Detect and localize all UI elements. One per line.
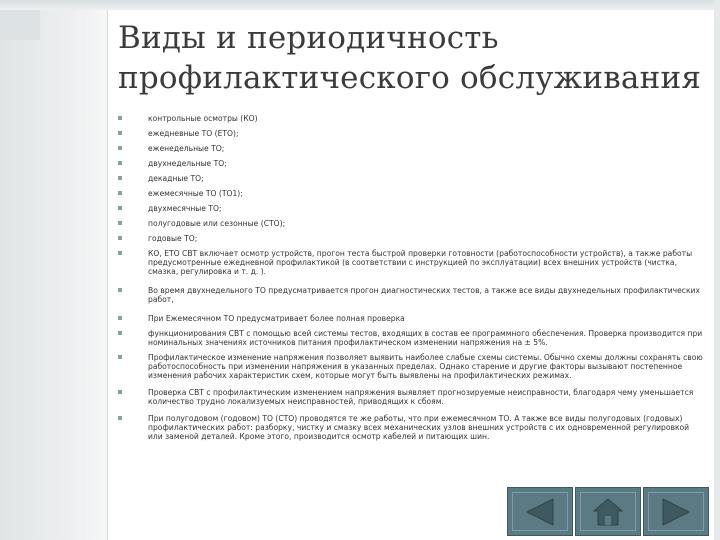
left-decor-panel — [0, 0, 108, 540]
next-slide-button[interactable] — [643, 487, 709, 536]
list-item: еженедельные ТО; — [118, 144, 703, 159]
list-item: двухнедельные ТО; — [118, 159, 703, 174]
home-icon — [591, 497, 625, 527]
list-item: полугодовые или сезонные (СТО); — [118, 219, 703, 234]
prev-icon — [523, 497, 557, 527]
list-item: ежедневные ТО (ЕТО); — [118, 129, 703, 144]
square-bullet-icon — [118, 221, 122, 225]
square-bullet-icon — [118, 251, 122, 255]
square-bullet-icon — [118, 390, 122, 394]
list-item: двухмесячные ТО; — [118, 204, 703, 219]
list-item: Профилактическое изменение напряжения позволяет выявить наиболее слабые схемы системы. Обычно схемы должны сохранять свою работоспособность при изменении напряжения в указанных пределах. Однако старение и другие факторы вызывают постепенное изменения рабочих характеристик схем, которые могут быть выявлены на профилактических режимах. — [118, 353, 703, 380]
square-bullet-icon — [118, 331, 122, 335]
title-line-1: Виды и периодичность — [118, 20, 499, 56]
list-item: контрольные осмотры (КО) — [118, 114, 703, 129]
next-icon — [659, 497, 693, 527]
list-item: функционирования СВТ с помощью всей системы тестов, входящих в состав ее программного обеспечения. Проверка производится при номинальных значениях источников питания профилактическом изменении напряжения на ± 5%. — [118, 329, 703, 347]
square-bullet-icon — [118, 206, 122, 210]
square-bullet-icon — [118, 316, 122, 320]
list-item: Во время двухнедельного ТО предусматривается прогон диагностических тестов, а также все виды двухнедельных профилактических работ, — [118, 286, 703, 304]
square-bullet-icon — [118, 288, 122, 292]
square-bullet-icon — [118, 236, 122, 240]
right-border — [714, 0, 720, 540]
title-line-2: профилактического обслуживания — [118, 60, 702, 96]
list-item: годовые ТО; — [118, 234, 703, 249]
list-item: КО, ЕТО СВТ включает осмотр устройств, прогон теста быстрой проверки готовности (работоспособности устройств), а также работы предусмотренные ежедневной профилактикой (в соответствии с инструкцией по эксплуатации) всех внешних устройств (чистка, смазка, регулировка и т. д. ). — [118, 249, 703, 276]
square-bullet-icon — [118, 131, 122, 135]
square-bullet-icon — [118, 116, 122, 120]
home-button[interactable] — [575, 487, 641, 536]
list-item: декадные ТО; — [118, 174, 703, 189]
top-border — [0, 0, 720, 10]
square-bullet-icon — [118, 176, 122, 180]
list-item: Проверка СВТ с профилактическим изменением напряжения выявляет прогнозируемые неисправности, благодаря чему уменьшается количество трудно локализуемых неисправностей, приводящих к сбоям. — [118, 388, 703, 406]
list-item: ежемесячные ТО (ТО1); — [118, 189, 703, 204]
slide-navigation — [507, 487, 712, 537]
square-bullet-icon — [118, 161, 122, 165]
square-bullet-icon — [118, 146, 122, 150]
bullet-list — [118, 114, 703, 441]
square-bullet-icon — [118, 191, 122, 195]
prev-slide-button[interactable] — [507, 487, 573, 536]
list-item: При полугодовом (годовом) ТО (СТО) проводятся те же работы, что при ежемесячном ТО. А также все виды полугодовых (годовых) профилактических работ: разборку, чистку и смазку всех механических узлов внешних устройств с их одновременной регулировкой или заменой деталей. Кроме этого, производится осмотр кабелей и питающих шин. — [118, 414, 703, 441]
slide-title — [118, 18, 708, 98]
square-bullet-icon — [118, 416, 122, 420]
list-item: При Ежемесячном ТО предусматривает более полная проверка — [118, 314, 703, 323]
square-bullet-icon — [118, 355, 122, 359]
